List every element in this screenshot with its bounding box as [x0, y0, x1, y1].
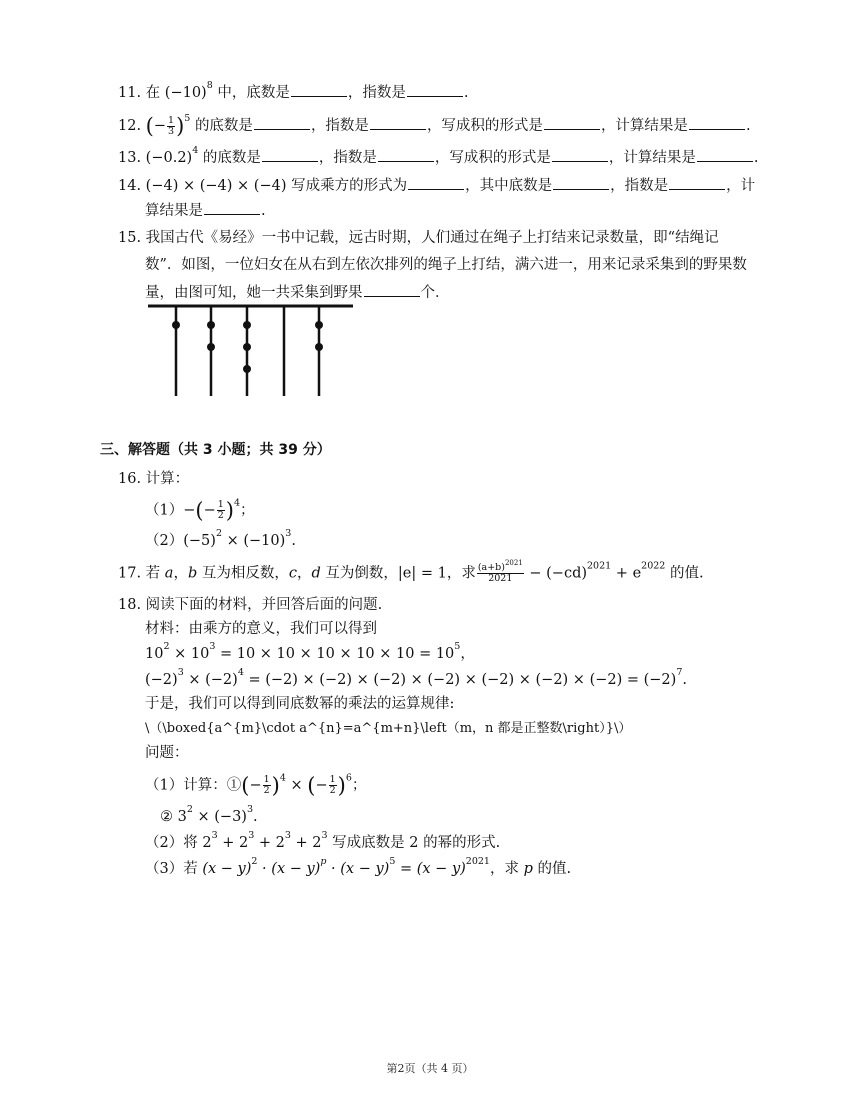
answer-blank[interactable]	[262, 147, 318, 162]
question-17: 17. 若 a，b 互为相反数，c，d 互为倒数，|e| = 1，求 $\frac{(a+b)^{2021}}{2021}$ − $(-cd)^{2021} + e^{2022}$ 的值.	[118, 559, 704, 584]
q18-part1: （1）计算：①(− $\frac{1}{2}$ )$^4$ × (− $\frac{1}{2}$ )$^6$；	[145, 772, 367, 798]
answer-blank[interactable]	[291, 82, 347, 97]
knot	[172, 321, 180, 329]
rule-intro: 于是，我们可以得到同底数幂的乘法的运算规律:	[145, 696, 455, 712]
answer-blank[interactable]	[364, 282, 420, 297]
answer-blank[interactable]	[254, 115, 310, 130]
question-12: 12. (− $\frac{1}{3}$ )$^5$ 的底数是 ，指数是 ，写成积的形式是 ，计算结果是 .	[118, 113, 751, 138]
answer-blank[interactable]	[689, 115, 745, 130]
knot	[243, 365, 251, 373]
question-16-part1: （1）−(− $\frac{1}{2}$ )$^4$；	[145, 497, 255, 523]
rule-latex: \（\boxed{a^{m}\cdot a^{n}=a^{m+n}\left（m，n 都是正整数\right）}\）	[145, 721, 632, 736]
material-intro: 材料：由乘方的意义，我们可以得到	[145, 621, 377, 637]
answer-blank[interactable]	[552, 147, 608, 162]
q18-part1b: ② $3^2 \times (-3)^3$.	[160, 804, 258, 825]
knot	[315, 321, 323, 329]
answer-blank[interactable]	[544, 115, 600, 130]
material-eq1: $10^2 \times 10^3 = 10 \times 10 \times 10 \times 10 \times 10 = 10^5$，	[145, 641, 475, 662]
question-11: 11. 在 $(-10)^8$ 中，底数是 ，指数是 .	[118, 80, 469, 101]
q18-part3: （3）若 $(x - y)^2 \cdot (x - y)^p \cdot (x - y)^5 = (x - y)^{2021}$，求 p 的值.	[145, 856, 572, 877]
problems-label: 问题：	[145, 745, 189, 761]
knot	[207, 321, 215, 329]
question-13: 13. $(-0.2)^4$ 的底数是 ，指数是 ，写成积的形式是 ，计算结果是 .	[118, 145, 759, 166]
knot	[243, 343, 251, 351]
question-15-line3: 量，由图可知，她一共采集到野果 个．	[145, 282, 450, 303]
question-15-line2: 数”．如图，一位妇女在从右到左依次排列的绳子上打结，满六进一，用来记录采集到的野果数	[145, 257, 747, 273]
question-15-line1: 15. 我国古代《易经》一书中记载，远古时期，人们通过在绳子上打结来记录数量，即“结绳记	[118, 230, 719, 246]
answer-blank[interactable]	[378, 147, 434, 162]
knot-rope-figure	[148, 300, 358, 400]
answer-blank[interactable]	[370, 115, 426, 130]
material-eq2: $(-2)^3 \times (-2)^4 = (-2) \times (-2) \times (-2) \times (-2) \times (-2) \times (-2) \times (-2) = (-2)^7$.	[145, 667, 687, 688]
page-footer: 第2页（共 4 页）	[386, 1062, 474, 1075]
question-18: 18. 阅读下面的材料，并回答后面的问题.	[118, 597, 383, 613]
answer-blank[interactable]	[553, 175, 609, 190]
question-16: 16. 计算：	[118, 471, 190, 487]
knot	[243, 321, 251, 329]
section-title: 三、解答题（共 3 小题；共 39 分）	[100, 442, 331, 458]
question-14: 14. (−4) × (−4) × (−4) 写成乘方的形式为 ，其中底数是 ，指数是 ，计	[118, 175, 755, 196]
knot	[207, 343, 215, 351]
answer-blank[interactable]	[407, 82, 463, 97]
q18-part2: （2）将 $2^3 + 2^3 + 2^3 + 2^3$ 写成底数是 2 的幂的形式.	[145, 830, 501, 851]
knot	[315, 343, 323, 351]
question-14-cont: 算结果是 .	[145, 200, 266, 221]
answer-blank[interactable]	[669, 175, 725, 190]
answer-blank[interactable]	[204, 200, 260, 215]
answer-blank[interactable]	[697, 147, 753, 162]
answer-blank[interactable]	[408, 175, 464, 190]
question-16-part2: $(2)(-5)^2 \times (-10)^3$.	[145, 528, 296, 549]
